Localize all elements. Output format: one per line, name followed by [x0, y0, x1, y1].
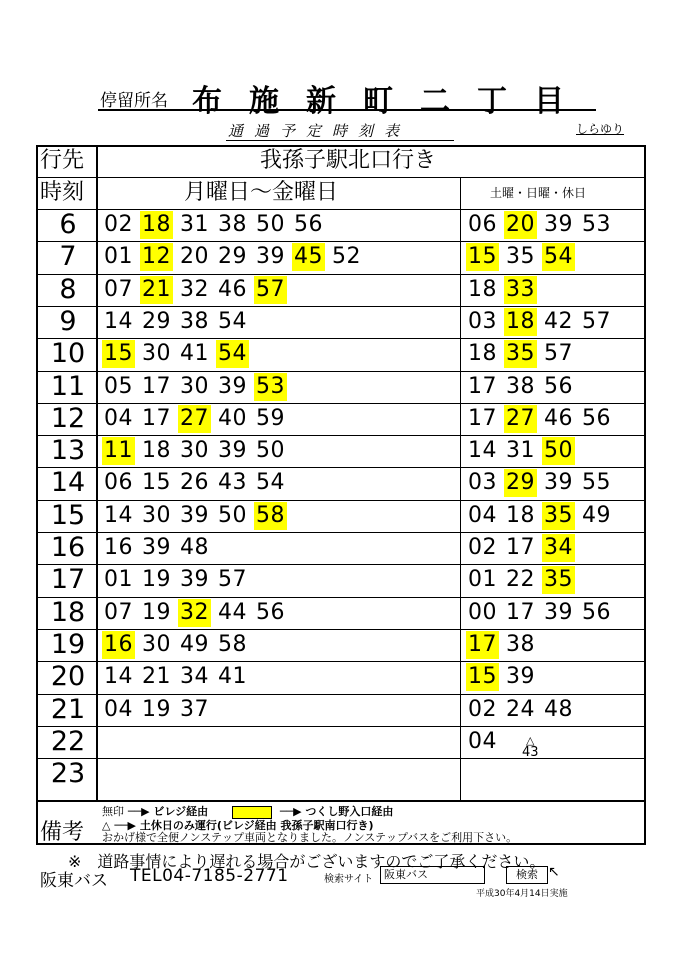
minute: 49: [180, 631, 209, 657]
minute-highlighted: 58: [256, 502, 285, 528]
minute: 03: [468, 470, 497, 496]
minute: 56: [582, 599, 611, 625]
special-minute: [522, 735, 539, 760]
minute: 43: [218, 470, 247, 496]
arrow-icon: ──▶: [127, 805, 150, 818]
minute: 39: [544, 470, 573, 496]
minute: 57: [544, 341, 573, 367]
minute: 48: [180, 535, 209, 560]
weekday-row: [102, 435, 292, 467]
minute-highlighted: 33: [506, 276, 535, 302]
weekday-row: [102, 564, 254, 596]
hour-cell: 14: [50, 467, 86, 499]
minute: 17: [468, 373, 497, 399]
minute: 14: [104, 502, 133, 528]
minute: 01: [468, 567, 497, 593]
minute: 30: [142, 631, 171, 657]
stop-underline: [98, 109, 596, 111]
grid-line: [460, 177, 461, 801]
weekday-row: [102, 371, 292, 403]
minute: 29: [142, 308, 171, 334]
hour-cell: 21: [50, 693, 86, 725]
phone-number: TEL04-7185-2771: [130, 866, 289, 886]
weekday-row: [102, 597, 292, 629]
minute: 17: [142, 373, 171, 399]
hour-cell: 11: [50, 370, 86, 402]
grid-line: [96, 147, 98, 801]
minute-highlighted: 35: [506, 341, 535, 367]
minute: 35: [506, 244, 535, 270]
minute: 48: [544, 696, 573, 722]
minute: 56: [582, 405, 611, 431]
weekday-label: 月曜日〜金曜日: [184, 180, 339, 205]
grid-line: [38, 403, 644, 404]
weekday-row: [102, 694, 216, 726]
minute-highlighted: 53: [256, 373, 285, 399]
stop-name: 布施新町二丁目: [192, 84, 591, 119]
minute: 50: [256, 212, 285, 237]
minute: 17: [506, 599, 535, 625]
weekend-row: [466, 726, 504, 758]
minute: 07: [104, 599, 133, 625]
weekend-row: [466, 274, 542, 306]
minute: 38: [506, 373, 535, 399]
minute: 32: [180, 276, 209, 302]
minute: 20: [180, 244, 209, 270]
grid-line: [38, 371, 644, 372]
weekend-row: [466, 661, 542, 693]
search-box: 阪東バス: [380, 866, 485, 884]
minute: 17: [506, 535, 535, 560]
minute: 56: [544, 373, 573, 399]
cursor-icon: ↖: [548, 864, 560, 880]
minute: 30: [180, 373, 209, 399]
grid-line: [38, 597, 644, 598]
minute-highlighted: 11: [104, 438, 133, 464]
minute: 38: [506, 631, 535, 657]
weekday-row: [102, 467, 292, 499]
search-site-label: 検索サイト: [324, 874, 374, 885]
minute: 54: [218, 308, 247, 334]
minute: 19: [142, 567, 171, 593]
minute: 30: [142, 502, 171, 528]
hour-cell: 10: [50, 338, 86, 370]
minute-highlighted: 54: [544, 244, 573, 270]
minute: 46: [218, 276, 247, 302]
minute: 58: [218, 631, 247, 657]
minute: 05: [104, 373, 133, 399]
grid-line: [38, 532, 644, 533]
weekend-row: [466, 532, 580, 564]
minute: 55: [582, 470, 611, 496]
minute: 02: [468, 696, 497, 722]
minute-highlighted: 27: [506, 405, 535, 431]
minute: 30: [180, 438, 209, 464]
notes-label: 備考: [40, 820, 85, 845]
triangle-icon: △: [102, 819, 111, 832]
minute: 30: [142, 341, 171, 367]
hour-cell: 15: [50, 499, 86, 531]
hour-cell: 19: [50, 628, 86, 660]
hour-cell: 6: [59, 209, 77, 240]
minute: 39: [180, 502, 209, 528]
grid-line: [38, 467, 644, 468]
minute: 03: [468, 308, 497, 334]
minute: 39: [544, 599, 573, 625]
arrow-icon: ──▶: [114, 819, 137, 832]
hour-cell: 12: [50, 402, 86, 434]
hour-cell: 9: [59, 305, 77, 337]
weekday-row: [102, 403, 292, 435]
grid-line: [38, 661, 644, 662]
note-village-route: ビレジ経由: [153, 805, 209, 818]
weekday-row: [102, 274, 292, 306]
minute: 24: [506, 696, 535, 722]
minute: 17: [468, 405, 497, 431]
minute: 50: [218, 502, 247, 528]
weekday-row: [102, 338, 254, 370]
grid-line: [38, 306, 644, 307]
hour-cell: 8: [59, 273, 77, 305]
weekend-row: [466, 629, 542, 661]
minute: 21: [142, 664, 171, 690]
weekend-row: [466, 209, 618, 241]
minute: 18: [506, 502, 535, 528]
timetable: [36, 145, 646, 845]
note-tsukushino-route: つくし野入口経由: [305, 805, 394, 818]
note-line-3: おかげ様で全便ノンステップ車両となりました。ノンステップバスをご利用下さい。: [102, 831, 518, 844]
minute: 22: [506, 567, 535, 593]
weekend-row: [466, 500, 618, 532]
grid-line: [38, 800, 644, 802]
weekend-row: [466, 564, 580, 596]
minute-highlighted: 20: [506, 212, 535, 237]
minute: 04: [104, 696, 133, 722]
minute: 41: [180, 341, 209, 367]
minute-highlighted: 35: [544, 567, 573, 593]
minute: 39: [142, 535, 171, 560]
minute: 39: [256, 244, 285, 270]
grid-line: [38, 694, 644, 695]
grid-line: [38, 726, 644, 727]
minute: 37: [180, 696, 209, 722]
minute: 39: [218, 438, 247, 464]
minute: 57: [582, 308, 611, 334]
grid-line: [38, 338, 644, 339]
minute: 34: [180, 664, 209, 690]
minute: 38: [180, 308, 209, 334]
minute: 29: [218, 244, 247, 270]
minute: 44: [218, 599, 247, 625]
hour-cell: 20: [50, 661, 86, 693]
minute-highlighted: 54: [218, 341, 247, 367]
weekday-row: [102, 629, 254, 661]
minute: 06: [104, 470, 133, 496]
hour-cell: 23: [50, 758, 86, 790]
note-weekend-only: 土休日のみ運行(ビレジ経由 我孫子駅南口行き): [139, 819, 374, 832]
weekday-row: [102, 532, 216, 564]
destination: 我孫子駅北口行き: [260, 148, 437, 173]
minute: 14: [468, 438, 497, 464]
grid-line: [38, 209, 644, 210]
hour-cell: 17: [50, 564, 86, 596]
minute-highlighted: 57: [256, 276, 285, 302]
minute: 04: [104, 405, 133, 431]
minute: 02: [104, 212, 133, 237]
minute: 02: [468, 535, 497, 560]
weekday-row: [102, 661, 254, 693]
minute: 06: [468, 212, 497, 237]
delay-notice: ※ 道路事情により遅れる場合がございますのでご了承ください。: [68, 852, 546, 871]
minute: 01: [104, 567, 133, 593]
weekday-row: [102, 500, 292, 532]
minute: 14: [104, 308, 133, 334]
minute: 19: [142, 599, 171, 625]
minute: 46: [544, 405, 573, 431]
grid-line: [38, 241, 644, 242]
minute-highlighted: 15: [468, 244, 497, 270]
minute: 19: [142, 696, 171, 722]
hour-cell: 7: [59, 241, 77, 273]
company-name: 阪東バス: [40, 871, 108, 891]
weekday-row: [102, 209, 330, 241]
minute: 18: [142, 438, 171, 464]
minute: 52: [332, 244, 361, 270]
minute-highlighted: 45: [294, 244, 323, 270]
subtitle-underline: [226, 140, 454, 141]
weekend-row: [466, 403, 618, 435]
minute-highlighted: 12: [142, 244, 171, 270]
minute-highlighted: 29: [506, 470, 535, 496]
minute: 31: [180, 212, 209, 237]
minute: 00: [468, 599, 497, 625]
minute: 07: [104, 276, 133, 302]
minute: 31: [506, 438, 535, 464]
minute: 40: [218, 405, 247, 431]
grid-line: [38, 274, 644, 275]
minute: 56: [294, 212, 323, 237]
minute-highlighted: 50: [544, 438, 573, 464]
minute: 04: [468, 502, 497, 528]
search-button: 検索: [506, 866, 548, 884]
minute-highlighted: 35: [544, 502, 573, 528]
weekend-row: [466, 597, 618, 629]
special-mark: △: [526, 734, 535, 747]
weekend-row: [466, 694, 580, 726]
minute: 41: [218, 664, 247, 690]
special-minute-value: 43: [522, 745, 539, 760]
grid-line: [38, 564, 644, 565]
grid-line: [38, 435, 644, 436]
minute-highlighted: 27: [180, 405, 209, 431]
minute: 39: [180, 567, 209, 593]
minute-highlighted: 17: [468, 631, 497, 657]
minute: 18: [468, 341, 497, 367]
minute-highlighted: 15: [468, 664, 497, 690]
hour-cell: 22: [50, 725, 86, 757]
hour-cell: 16: [50, 532, 86, 563]
minute: 53: [582, 212, 611, 237]
minute-highlighted: 32: [180, 599, 209, 625]
note-no-mark: 無印: [102, 805, 124, 818]
minute: 16: [104, 535, 133, 560]
hour-cell: 13: [50, 435, 86, 467]
grid-line: [38, 500, 644, 501]
minute-highlighted: 18: [142, 212, 171, 237]
grid-line: [38, 177, 644, 178]
weekend-label: 土曜・日曜・休日: [490, 186, 587, 200]
route-name: しらゆり: [576, 122, 625, 136]
weekend-row: [466, 435, 580, 467]
minute: 50: [256, 438, 285, 464]
arrow-icon: ──▶: [279, 805, 302, 818]
minute-highlighted: 18: [506, 308, 535, 334]
weekday-row: [102, 306, 254, 338]
minute: 01: [104, 244, 133, 270]
weekend-row: [466, 241, 580, 273]
minute: 26: [180, 470, 209, 496]
weekend-row: [466, 338, 580, 370]
minute: 42: [544, 308, 573, 334]
minute: 17: [142, 405, 171, 431]
grid-line: [38, 758, 644, 759]
minute: 04: [468, 728, 497, 754]
weekday-row: [102, 241, 368, 273]
weekend-row: [466, 371, 580, 403]
grid-line: [38, 629, 644, 630]
minute-highlighted: 15: [104, 341, 133, 367]
minute: 39: [506, 664, 535, 690]
minute: 56: [256, 599, 285, 625]
hour-cell: 18: [50, 596, 86, 628]
weekend-row: [466, 467, 618, 499]
minute: 15: [142, 470, 171, 496]
effective-date: 平成30年4月14日実施: [476, 889, 568, 899]
stop-label: 停留所名: [100, 91, 168, 111]
minute: 59: [256, 405, 285, 431]
minute: 18: [468, 276, 497, 302]
minute: 38: [218, 212, 247, 237]
minute: 49: [582, 502, 611, 528]
destination-label: 行先: [40, 148, 85, 173]
weekend-row: [466, 306, 618, 338]
minute: 57: [218, 567, 247, 593]
minute: 14: [104, 664, 133, 690]
minute-highlighted: 16: [104, 631, 133, 657]
minute: 39: [544, 212, 573, 237]
minute: 39: [218, 373, 247, 399]
minute-highlighted: 21: [142, 276, 171, 302]
hour-label: 時刻: [40, 180, 85, 205]
minute: 54: [256, 470, 285, 496]
timetable-subtitle: 通過予定時刻表: [228, 122, 411, 140]
minute-highlighted: 34: [544, 535, 573, 560]
